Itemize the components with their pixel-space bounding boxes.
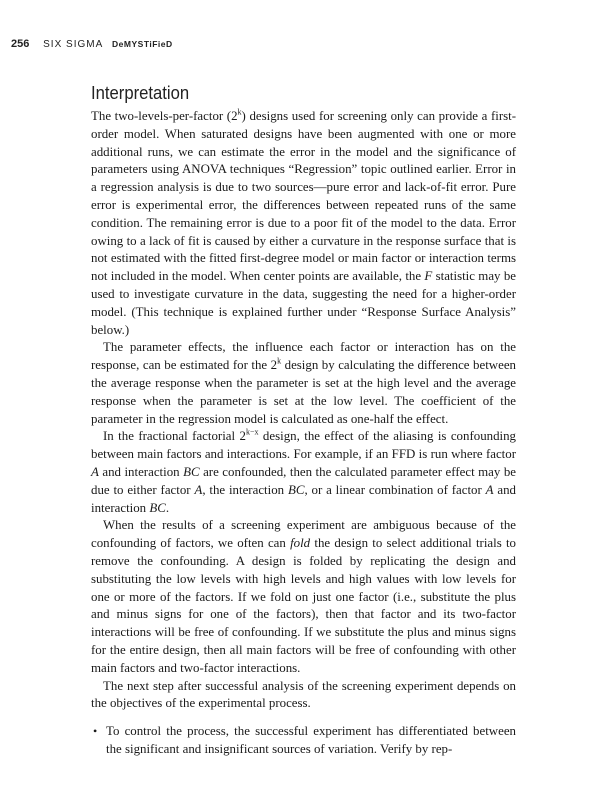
p3-italic-a-2: A [194,482,203,497]
p3-superscript: k−x [245,428,259,438]
p3-text-g: and interaction [91,482,516,515]
bullet-list [91,723,516,759]
p3-italic-bc: BC [183,464,200,479]
paragraph-3 [91,428,516,517]
book-series: SIX SIGMA [43,39,104,50]
running-head [11,38,173,50]
paragraph-5: The next step after successful analysis of the screening experiment depends on the objectives of the experimental process. [91,678,516,711]
p4-text-b: the design to select additional trials to remove the confounding. A design is folded by replicating the design and substituting the low levels with high levels and high values with low levels for one or more of the factors. If we fold on just one factor (i.e., substitute the plus and minus signs for one of the factors), then that factor and its two-factor interactions will be free of confounding. If we substitute the plus and minus signs for the entire design, then all main factors will be free of confounding with other main factors and two-factor interactions. [91,536,516,675]
p3-text-h: . [165,500,170,515]
p4-italic-fold: fold [290,536,311,551]
p2-text-b: design by calculating the difference between the average response when the parameter is set at the high level and the average response when the parameter is set at the low level. The coefficient of the parameter in the regression model is calculated as one-half the effect. [91,358,516,426]
bullet-icon: • [93,724,98,739]
bullet-text: To control the process, the successful experiment has differentiated between the significant and insignificant sources of variation. Verify by rep- [106,724,516,756]
paragraph-2 [91,339,516,428]
p3-text-d: are confounded, then the calculated parameter effect may be due to either factor [91,464,516,497]
p3-text-a: In the fractional factorial 2 [103,429,246,444]
p1-superscript: k [237,107,242,117]
p3-italic-bc-3: BC [149,500,166,515]
p2-superscript: k [277,356,282,366]
list-item [91,723,516,759]
p3-italic-a-3: A [485,482,494,497]
section-title: Interpretation [91,82,190,103]
p3-text-c: and interaction [98,464,184,479]
p3-text-f: , or a linear combination of factor [304,482,486,497]
p1-italic-f: F [424,269,433,284]
p4-text-a: When the results of a screening experiment are ambiguous because of the confounding of factors, we often can [91,518,516,551]
paragraph-4 [91,517,516,677]
body-content [91,82,516,759]
paragraph-1 [91,108,516,339]
p2-text-a: The parameter effects, the influence each factor or interaction has on the response, can be estimated for the 2 [91,340,516,373]
p1-text-c: statistic may be used to investigate curvature in the data, suggesting the need for a higher-order model. (This technique is explained further under “Response Surface Analysis” below.) [91,269,516,337]
series-brand: DeMYSTiFieD [112,39,173,49]
p3-text-e: , the interaction [202,482,288,497]
p3-text-b: design, the effect of the aliasing is confounding between main factors and interactions. For example, if an FFD is run where factor [91,429,516,462]
p3-italic-a: A [91,464,99,479]
p3-italic-bc-2: BC [287,482,305,497]
p1-text-b: ) designs used for screening only can provide a first-order model. When saturated designs have been augmented with one or more additional runs, we can estimate the error in the model and the significance of parameters using ANOVA techniques “Regression” topic outlined earlier. Error in a regression analysis is due to two sources—pure error and lack-of-fit error. Pure error is experimental error, the differences between repeated runs of the same condition. The remaining error is due to a poor fit of the model to the data. Error owing to a lack of fit is caused by either a curvature in the response surface that is not estimated with the fitted first-degree model or main factor or interaction terms not included in the model. When center points are available, the [91,109,517,284]
page-number: 256 [11,38,30,50]
p1-text-a: The two-levels-per-factor (2 [91,109,238,123]
